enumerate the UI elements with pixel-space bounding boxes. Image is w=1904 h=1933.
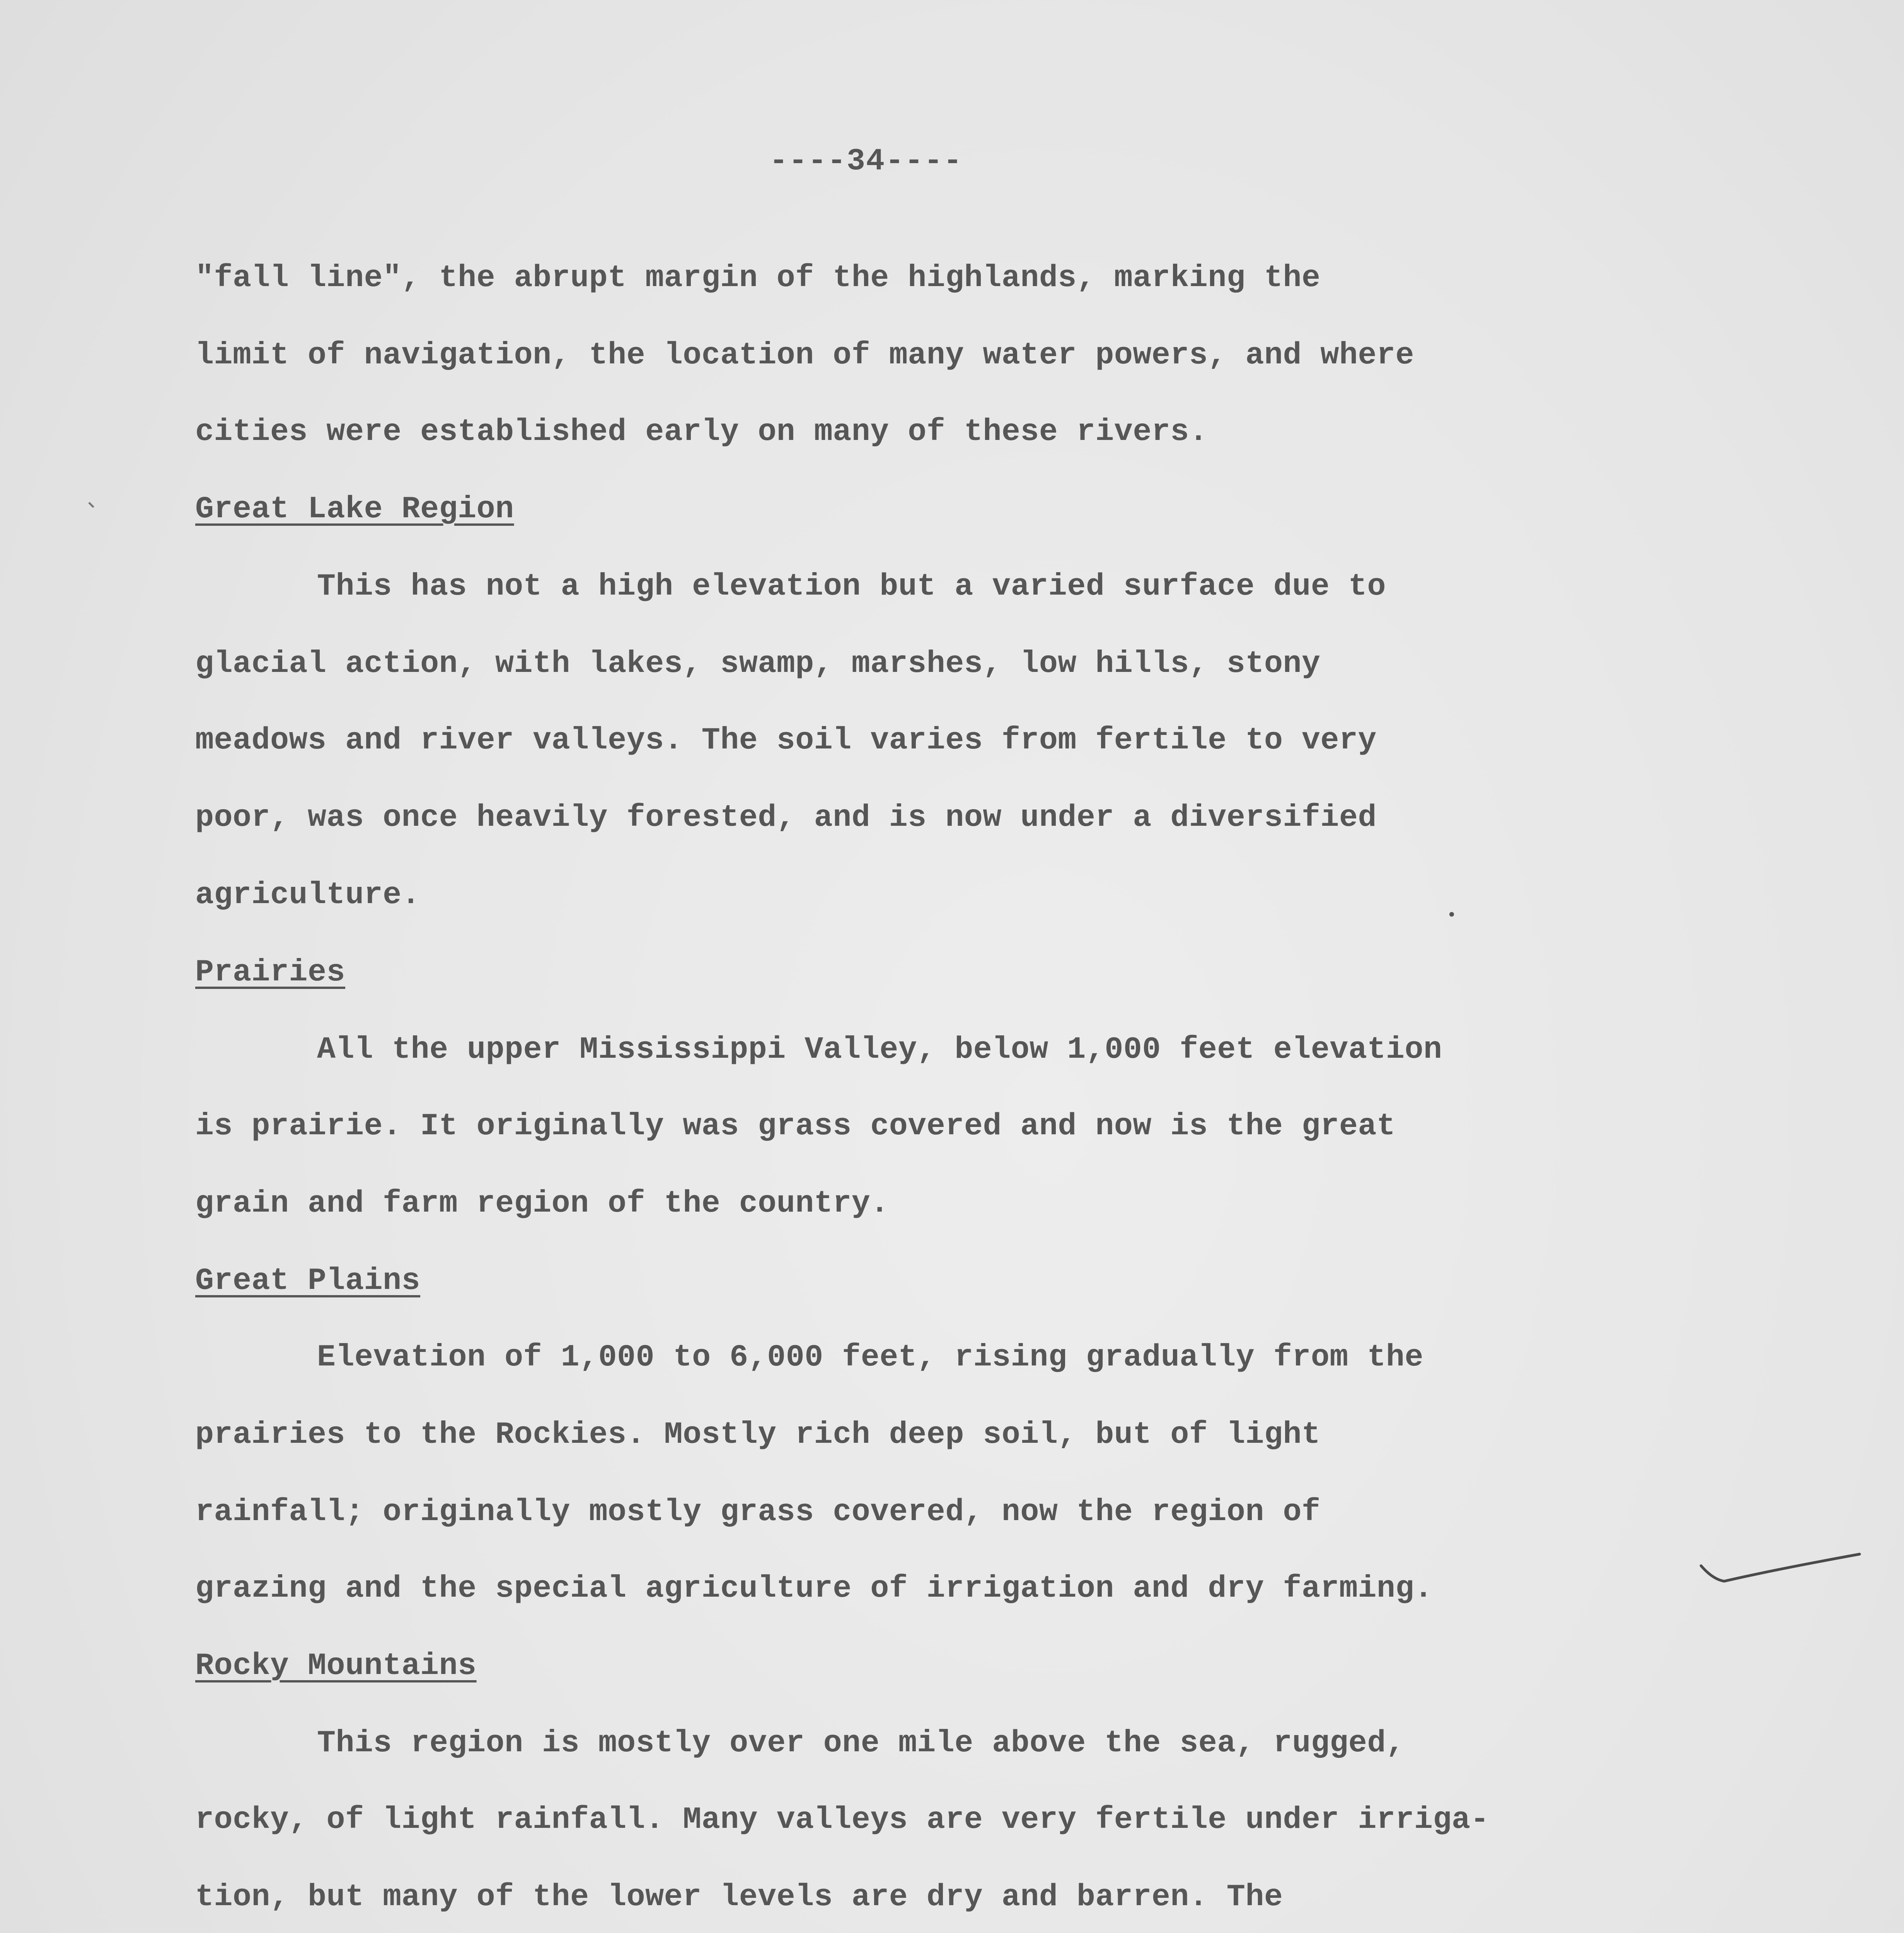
handwritten-check-mark — [1697, 1543, 1867, 1597]
section-4-line-1: This region is mostly over one mile above the sea, rugged, — [317, 1726, 1405, 1761]
section-2-line-3: grain and farm region of the country. — [195, 1186, 889, 1221]
section-heading-great-plains: Great Plains — [195, 1263, 421, 1299]
section-1-line-2: glacial action, with lakes, swamp, marshes, low hills, stony — [195, 646, 1321, 682]
section-3-line-3: rainfall; originally mostly grass covered, now the region of — [195, 1495, 1321, 1530]
section-1-line-1: This has not a high elevation but a varied surface due to — [317, 569, 1386, 604]
section-2-line-1: All the upper Mississippi Valley, below 1,000 feet elevation — [317, 1032, 1442, 1067]
section-1-line-3: meadows and river valleys. The soil varies from fertile to very — [195, 723, 1377, 758]
section-3-line-1: Elevation of 1,000 to 6,000 feet, rising gradually from the — [317, 1340, 1423, 1375]
section-3-line-4: grazing and the special agriculture of irrigation and dry farming. — [195, 1571, 1433, 1606]
section-1-line-5: agriculture. — [195, 878, 421, 913]
section-4-line-2: rocky, of light rainfall. Many valleys are very fertile under irriga- — [195, 1802, 1490, 1838]
section-1-line-4: poor, was once heavily forested, and is now under a diversified — [195, 800, 1377, 835]
body-line-2: limit of navigation, the location of many water powers, and where — [195, 338, 1415, 373]
section-2-line-2: is prairie. It originally was grass covered and now is the great — [195, 1109, 1396, 1144]
scan-speck — [1448, 910, 1456, 918]
section-4-line-3: tion, but many of the lower levels are dry and barren. The — [195, 1880, 1283, 1915]
section-heading-rocky-mountains: Rocky Mountains — [195, 1648, 477, 1684]
page-number: ----34---- — [769, 144, 963, 179]
section-heading-great-lake-region: Great Lake Region — [195, 492, 514, 527]
scan-speck — [85, 499, 101, 514]
section-3-line-2: prairies to the Rockies. Mostly rich deep soil, but of light — [195, 1417, 1321, 1452]
body-line-1: "fall line", the abrupt margin of the highlands, marking the — [195, 261, 1321, 296]
section-heading-prairies: Prairies — [195, 955, 346, 990]
body-line-3: cities were established early on many of these rivers. — [195, 414, 1208, 450]
